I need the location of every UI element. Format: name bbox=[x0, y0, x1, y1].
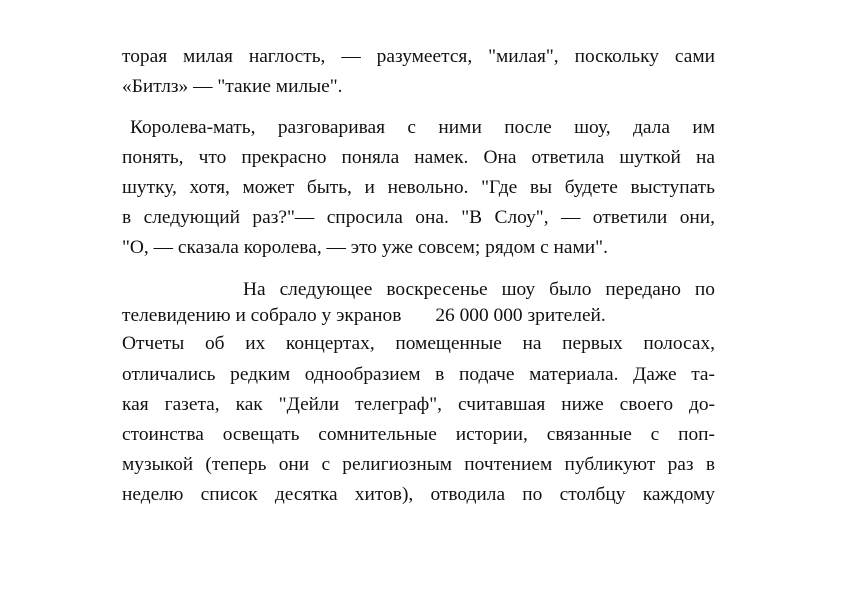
text-line: кая газета, как "Дейли телеграф", считавшая ниже своего до- bbox=[122, 394, 715, 415]
text-segment: 26 000 000 зрителей. bbox=[435, 305, 606, 326]
text-line: стоинства освещать сомнительные истории, связанные с поп- bbox=[122, 424, 715, 445]
text-line: "О, — сказала королева, — это уже совсем; рядом с нами". bbox=[122, 237, 608, 258]
text-segment: телевидению и собрало у экранов bbox=[122, 305, 402, 326]
text-line bbox=[122, 303, 715, 329]
text-line: понять, что прекрасно поняла намек. Она ответила шуткой на bbox=[122, 147, 715, 168]
text-line: шутку, хотя, может быть, и невольно. "Где вы будете выступать bbox=[122, 177, 715, 198]
text-line: отличались редким однообразием в подаче материала. Даже та- bbox=[122, 364, 715, 385]
text-line: в следующий раз?"— спросила она. "В Слоу", — ответили они, bbox=[122, 207, 715, 228]
text-line: «Битлз» — "такие милые". bbox=[122, 76, 343, 97]
text-line: Отчеты об их концертах, помещенные на первых полосах, bbox=[122, 333, 715, 354]
text-line: музыкой (теперь они с религиозным почтением публикуют раз в bbox=[122, 454, 715, 475]
text-line: неделю список десятка хитов), отводила по столбцу каждому bbox=[122, 484, 715, 505]
text-line: Королева-мать, разговаривая с ними после шоу, дала им bbox=[130, 117, 715, 138]
text-line: На следующее воскресенье шоу было передано по bbox=[243, 279, 715, 300]
text-line: торая милая наглость, — разумеется, "милая", поскольку сами bbox=[122, 46, 715, 67]
